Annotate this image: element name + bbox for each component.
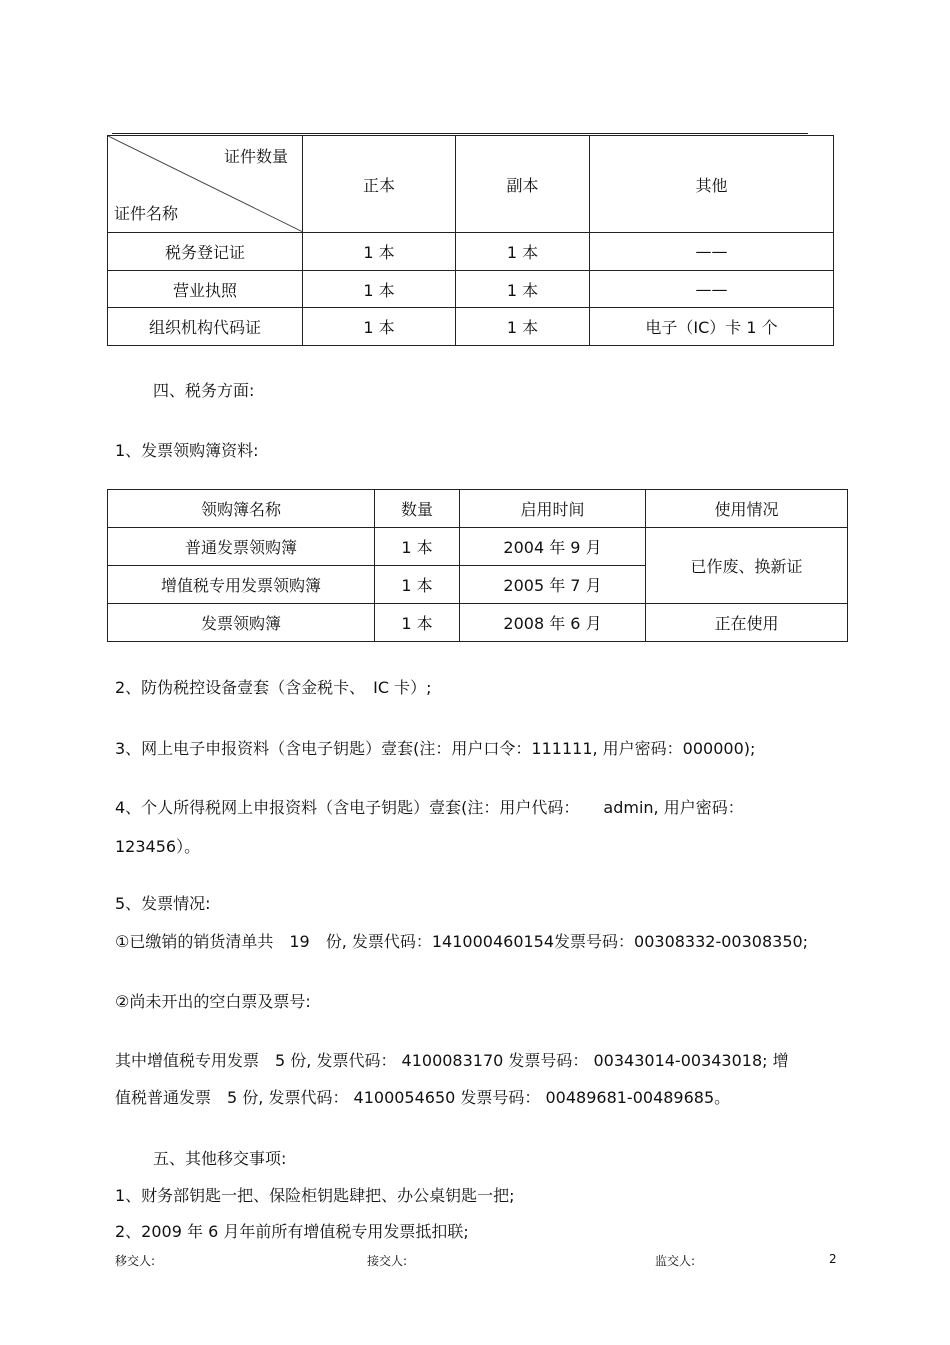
section-4-title: 四、税务方面:: [153, 381, 255, 400]
table-row: [108, 528, 848, 566]
table-cell: ——: [590, 233, 834, 271]
item-5-sub-2-line-1: 其中增值税专用发票 5 份, 发票代码： 4100083170 发票号码： 00343014-00343018; 增: [115, 1051, 789, 1070]
footer-supervisor: 监交人:: [655, 1254, 696, 1268]
item-2: 2、防伪税控设备壹套（含金税卡、 IC 卡）;: [115, 678, 432, 697]
table-row: [108, 604, 848, 642]
diagonal-header-cell: [108, 136, 303, 233]
table-cell: ——: [590, 271, 834, 308]
item-1-title: 1、发票领购簿资料:: [115, 441, 259, 460]
footer-receiver: 接交人:: [367, 1254, 408, 1268]
column-header: 其他: [590, 136, 834, 233]
table-header-row: [108, 490, 848, 528]
cert-name-cell: 营业执照: [108, 271, 303, 308]
table-cell: 电子（IC）卡 1 个: [590, 308, 834, 346]
item-4-line-2: 123456）。: [115, 837, 201, 856]
table-cell: 增值税专用发票领购簿: [108, 566, 375, 604]
column-header: 启用时间: [460, 490, 646, 528]
table-cell: 2008 年 6 月: [460, 604, 646, 642]
table-cell: 2004 年 9 月: [460, 528, 646, 566]
cert-name-cell: 组织机构代码证: [108, 308, 303, 346]
table-cell: 1 本: [456, 233, 590, 271]
column-header: 领购簿名称: [108, 490, 375, 528]
cert-name-cell: 税务登记证: [108, 233, 303, 271]
header-quantity-label: 证件数量: [223, 147, 288, 166]
section-5-item-1: 1、财务部钥匙一把、保险柜钥匙肆把、办公桌钥匙一把;: [115, 1186, 515, 1205]
item-3: 3、网上电子申报资料（含电子钥匙）壹套(注：用户口令：111111, 用户密码：000000);: [115, 739, 756, 758]
table-header-row: [108, 136, 834, 233]
table-row: [108, 308, 834, 346]
table-row: [108, 271, 834, 308]
table-cell: 1 本: [375, 528, 460, 566]
table-cell: 正在使用: [646, 604, 848, 642]
table-cell: 2005 年 7 月: [460, 566, 646, 604]
table-cell: 1 本: [456, 271, 590, 308]
table-cell: 1 本: [456, 308, 590, 346]
certificate-table: [107, 135, 834, 346]
table-row: [108, 233, 834, 271]
item-5-sub-1: ①已缴销的销货清单共 19 份, 发票代码：141000460154发票号码：00308332-00308350;: [115, 932, 809, 951]
column-header: 正本: [303, 136, 456, 233]
table-cell: 1 本: [375, 604, 460, 642]
header-name-label: 证件名称: [114, 204, 179, 223]
page-number: 2: [829, 1252, 837, 1266]
invoice-book-table: [107, 489, 848, 642]
item-4-line-1: 4、个人所得税网上申报资料（含电子钥匙）壹套(注：用户代码： admin, 用户密码：: [115, 798, 744, 817]
item-5-title: 5、发票情况:: [115, 894, 211, 913]
table-cell: 1 本: [375, 566, 460, 604]
table-cell: 1 本: [303, 308, 456, 346]
column-header: 使用情况: [646, 490, 848, 528]
column-header: 数量: [375, 490, 460, 528]
section-5-item-2: 2、2009 年 6 月年前所有增值税专用发票抵扣联;: [115, 1222, 469, 1241]
footer-transferor: 移交人:: [115, 1254, 156, 1268]
table-cell: 普通发票领购簿: [108, 528, 375, 566]
column-header: 副本: [456, 136, 590, 233]
table-cell: 1 本: [303, 271, 456, 308]
item-5-sub-2-line-2: 值税普通发票 5 份, 发票代码： 4100054650 发票号码： 00489681-00489685。: [115, 1088, 731, 1107]
item-5-sub-2: ②尚未开出的空白票及票号:: [115, 992, 311, 1011]
section-5-title: 五、其他移交事项:: [153, 1149, 287, 1168]
merged-status-cell: 已作废、换新证: [646, 528, 848, 604]
table-cell: 1 本: [303, 233, 456, 271]
table-cell: 发票领购簿: [108, 604, 375, 642]
top-rule: [112, 133, 808, 134]
